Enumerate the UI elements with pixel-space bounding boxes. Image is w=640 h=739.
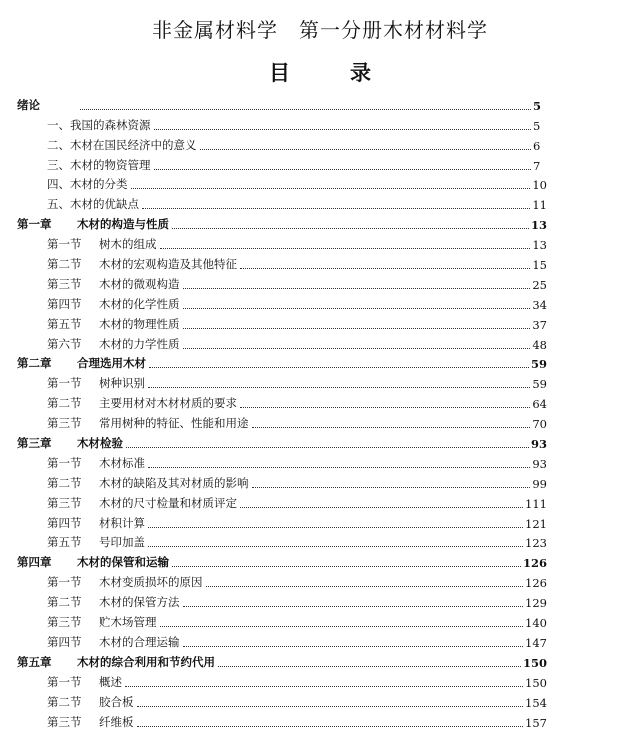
toc-entry-page: 154 (525, 695, 547, 710)
toc-entry-title: 一、我国的森林资源 (47, 117, 151, 132)
toc-entry-label (17, 694, 134, 710)
toc-entry-label (17, 395, 237, 411)
toc-entry (17, 411, 547, 431)
toc-entry-number: 第二节 (47, 595, 82, 610)
toc-entry (17, 173, 547, 193)
book-title: 非金属材料学 第一分册木材材料学 (152, 18, 488, 42)
toc-entry-page: 111 (525, 496, 547, 511)
toc-entry-page: 93 (532, 456, 547, 471)
toc-entry (17, 550, 547, 570)
toc-entry-title: 号印加盖 (99, 535, 145, 550)
toc-entry-label (17, 495, 237, 511)
dot-leader (183, 645, 524, 647)
toc-entry-number: 第一节 (47, 674, 82, 689)
toc-entry-page: 150 (522, 655, 547, 670)
toc-entry-number: 第二节 (47, 694, 82, 709)
dot-leader (154, 168, 532, 170)
table-of-contents (17, 93, 547, 730)
toc-entry (17, 312, 547, 332)
toc-entry-page: 13 (532, 238, 547, 253)
toc-entry-title: 主要用材对木材材质的要求 (99, 396, 237, 411)
toc-entry-title: 木材的合理运输 (99, 634, 180, 649)
toc-entry-number: 第四章 (17, 555, 52, 570)
dot-leader (148, 545, 523, 547)
toc-entry-page: 6 (533, 138, 541, 153)
toc-entry (17, 590, 547, 610)
toc-entry-number: 第二节 (47, 257, 82, 272)
toc-entry-page: 157 (525, 715, 547, 730)
toc-entry-label (17, 316, 180, 332)
toc-entry-page: 140 (525, 616, 547, 631)
toc-entry-number: 第五节 (47, 535, 82, 550)
toc-entry-number: 第四节 (47, 515, 82, 530)
toc-entry-number: 第一章 (17, 217, 52, 232)
dot-leader (137, 725, 524, 727)
dot-leader (172, 227, 529, 229)
toc-entry-title: 合理选用木材 (77, 356, 146, 371)
dot-leader (183, 605, 524, 607)
toc-entry-label (17, 157, 151, 173)
dot-leader (154, 128, 532, 130)
dot-leader (240, 506, 523, 508)
toc-entry-title: 木材的化学性质 (99, 296, 180, 311)
toc-entry-label (17, 216, 169, 232)
toc-entry-title: 木材的微观构造 (99, 276, 180, 291)
toc-entry-label (17, 714, 134, 730)
dot-leader (183, 347, 531, 349)
dot-leader (200, 148, 532, 150)
dot-leader (125, 685, 523, 687)
toc-entry-number: 第二节 (47, 475, 82, 490)
dot-leader (160, 625, 524, 627)
toc-entry (17, 710, 547, 730)
toc-entry-page: 15 (532, 258, 547, 273)
toc-entry (17, 292, 547, 312)
toc-entry-label (17, 415, 249, 431)
toc-entry-label (17, 534, 145, 550)
toc-entry (17, 431, 547, 451)
toc-entry (17, 371, 547, 391)
toc-entry-title: 木材的缺陷及其对材质的影响 (99, 475, 249, 490)
toc-entry-number: 第三节 (47, 714, 82, 729)
toc-entry-page: 59 (532, 377, 547, 392)
toc-entry-title: 木材的尺寸检量和材质评定 (99, 495, 237, 510)
toc-entry-label (17, 117, 151, 133)
toc-entry-title: 胶合板 (99, 694, 134, 709)
toc-entry (17, 332, 547, 352)
toc-entry-label (17, 554, 169, 570)
toc-entry-title: 木材检验 (77, 436, 123, 451)
toc-entry-label (17, 355, 146, 371)
toc-entry (17, 630, 547, 650)
toc-entry-label (17, 515, 145, 531)
toc-entry-label (17, 336, 180, 352)
toc-entry-page: 25 (532, 277, 547, 292)
toc-entry-label (17, 236, 157, 252)
toc-entry-number: 第二节 (47, 396, 82, 411)
toc-entry-page: 34 (532, 297, 547, 312)
toc-entry-page: 10 (532, 178, 547, 193)
toc-entry-title: 木材的力学性质 (99, 336, 180, 351)
toc-entry-title: 五、木材的优缺点 (47, 197, 139, 212)
contents-heading-char-1: 目 (269, 60, 290, 85)
toc-entry (17, 153, 547, 173)
toc-entry-label (17, 137, 197, 153)
toc-entry-page: 126 (525, 576, 547, 591)
toc-entry-label (17, 276, 180, 292)
dot-leader (240, 267, 530, 269)
toc-entry-title: 木材的物理性质 (99, 316, 180, 331)
toc-entry-title: 木材变质损坏的原因 (99, 575, 203, 590)
toc-entry (17, 93, 547, 113)
toc-entry-label (17, 574, 203, 590)
toc-entry-title: 木材标准 (99, 455, 145, 470)
toc-entry-label (17, 654, 215, 670)
toc-entry-label (17, 475, 249, 491)
toc-entry-title: 纤维板 (99, 714, 134, 729)
toc-entry-label (17, 594, 180, 610)
toc-entry-page: 93 (530, 437, 547, 452)
dot-leader (80, 108, 531, 110)
toc-entry-page: 13 (530, 218, 547, 233)
toc-entry-page: 99 (532, 476, 547, 491)
toc-entry-label (17, 296, 180, 312)
dot-leader (183, 327, 531, 329)
toc-entry (17, 650, 547, 670)
toc-entry-label (17, 196, 139, 212)
toc-entry-title: 树种识别 (99, 376, 145, 391)
toc-entry-title: 木材的综合利用和节约代用 (77, 654, 215, 669)
toc-entry-label (17, 256, 237, 272)
toc-entry-page: 123 (525, 536, 547, 551)
toc-entry-title: 常用树种的特征、性能和用途 (99, 416, 249, 431)
toc-entry-page: 129 (525, 596, 547, 611)
toc-entry (17, 232, 547, 252)
toc-entry-number: 第三节 (47, 615, 82, 630)
toc-entry-page: 64 (532, 397, 547, 412)
toc-entry-title: 木材的保管和运输 (77, 555, 169, 570)
dot-leader (206, 585, 524, 587)
toc-entry-number: 第一节 (47, 455, 82, 470)
toc-entry-number: 第三节 (47, 495, 82, 510)
dot-leader (218, 665, 521, 667)
toc-entry-number: 第二章 (17, 356, 52, 371)
toc-entry (17, 113, 547, 133)
toc-entry-title: 树木的组成 (99, 237, 157, 252)
toc-entry-label (17, 375, 145, 391)
toc-entry-page: 5 (533, 98, 542, 113)
dot-leader (148, 386, 530, 388)
dot-leader (183, 307, 531, 309)
toc-entry-number: 第一节 (47, 237, 82, 252)
toc-entry (17, 391, 547, 411)
toc-entry-label (17, 435, 123, 451)
dot-leader (148, 526, 523, 528)
dot-leader (172, 565, 521, 567)
dot-leader (126, 446, 529, 448)
toc-entry (17, 352, 547, 372)
toc-entry (17, 471, 547, 491)
toc-entry-label (17, 97, 77, 113)
toc-entry-page: 150 (525, 675, 547, 690)
toc-entry (17, 690, 547, 710)
toc-entry-number: 第四节 (47, 634, 82, 649)
toc-entry-label (17, 634, 180, 650)
toc-entry-title: 材积计算 (99, 515, 145, 530)
toc-entry-number: 第三节 (47, 416, 82, 431)
toc-entry-title: 三、木材的物资管理 (47, 157, 151, 172)
toc-entry-page: 37 (532, 317, 547, 332)
toc-entry-page: 70 (532, 417, 547, 432)
toc-entry-title: 木材的构造与性质 (77, 217, 169, 232)
toc-entry-number: 第四节 (47, 296, 82, 311)
toc-entry (17, 491, 547, 511)
toc-entry-page: 121 (525, 516, 547, 531)
dot-leader (240, 406, 530, 408)
toc-entry (17, 252, 547, 272)
toc-entry (17, 192, 547, 212)
toc-entry-label (17, 614, 157, 630)
toc-entry-number: 第六节 (47, 336, 82, 351)
dot-leader (183, 287, 531, 289)
toc-entry-label (17, 674, 122, 690)
toc-entry-title: 概述 (99, 674, 122, 689)
contents-heading (0, 57, 640, 87)
toc-entry-page: 147 (525, 635, 547, 650)
dot-leader (148, 466, 530, 468)
contents-heading-char-2: 录 (350, 60, 371, 85)
toc-entry (17, 531, 547, 551)
toc-entry-page: 48 (532, 337, 547, 352)
toc-entry-number: 第五章 (17, 654, 52, 669)
toc-entry-title: 贮木场管理 (99, 615, 157, 630)
toc-entry-page: 11 (532, 198, 547, 213)
toc-entry-number: 绪论 (17, 97, 40, 112)
dot-leader (142, 207, 530, 209)
toc-entry-number: 第一节 (47, 376, 82, 391)
toc-entry (17, 610, 547, 630)
dot-leader (131, 187, 531, 189)
toc-entry-title: 四、木材的分类 (47, 177, 128, 192)
toc-entry-number: 第三章 (17, 436, 52, 451)
toc-entry (17, 272, 547, 292)
toc-entry-label (17, 176, 128, 192)
toc-entry-label (17, 455, 145, 471)
toc-entry (17, 451, 547, 471)
dot-leader (252, 426, 531, 428)
toc-entry (17, 511, 547, 531)
toc-entry-page: 5 (533, 118, 541, 133)
dot-leader (137, 705, 524, 707)
toc-entry-number: 第三节 (47, 276, 82, 291)
dot-leader (252, 486, 531, 488)
dot-leader (160, 247, 531, 249)
dot-leader (149, 366, 529, 368)
toc-entry-page: 59 (530, 357, 547, 372)
toc-entry (17, 570, 547, 590)
toc-entry-number: 第五节 (47, 316, 82, 331)
toc-entry-number: 第一节 (47, 575, 82, 590)
toc-entry (17, 212, 547, 232)
toc-entry (17, 133, 547, 153)
toc-entry-title: 二、木材在国民经济中的意义 (47, 137, 197, 152)
toc-entry (17, 670, 547, 690)
toc-entry-page: 126 (522, 556, 547, 571)
toc-entry-title: 木材的保管方法 (99, 595, 180, 610)
toc-entry-title: 木材的宏观构造及其他特征 (99, 257, 237, 272)
toc-entry-page: 7 (533, 158, 541, 173)
